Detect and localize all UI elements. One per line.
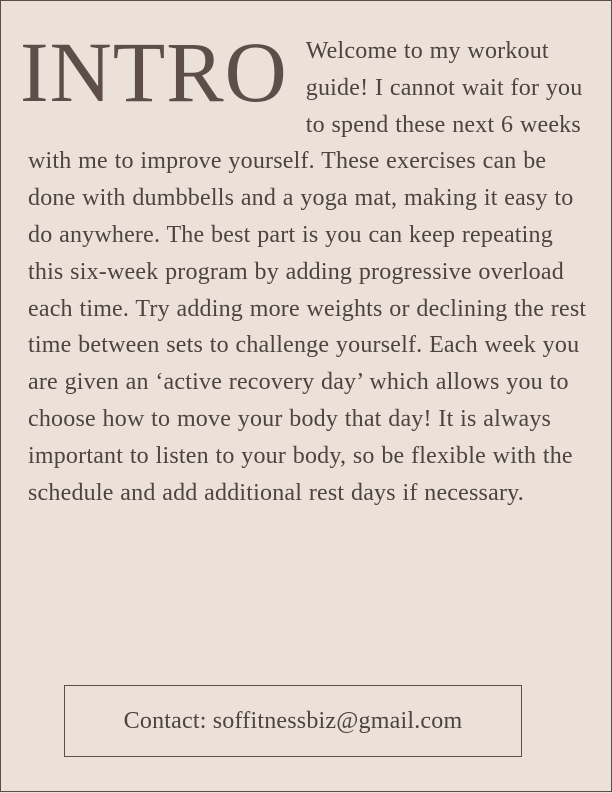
intro-section xyxy=(20,24,590,511)
intro-heading: INTRO xyxy=(20,24,288,120)
document-page xyxy=(1,1,612,793)
contact-email-text: Contact: soffitnessbiz@gmail.com xyxy=(123,708,463,734)
contact-box xyxy=(64,685,522,757)
intro-body-text: Welcome to my workout guide! I cannot wait for you to spend these next 6 weeks with me to improve yourself. These exercises can be done with dumbbells and a yoga mat, making it easy to do anywhere. The best part is you can keep repeating this six-week program by adding progressive overload each time. Try adding more weights or declining the rest time between sets to challenge yourself. Each week you are given an ‘active recovery day’ which allows you to choose how to move your body that day! It is always important to listen to your body, so be flexible with the schedule and add additional rest days if necessary. xyxy=(28,38,587,506)
